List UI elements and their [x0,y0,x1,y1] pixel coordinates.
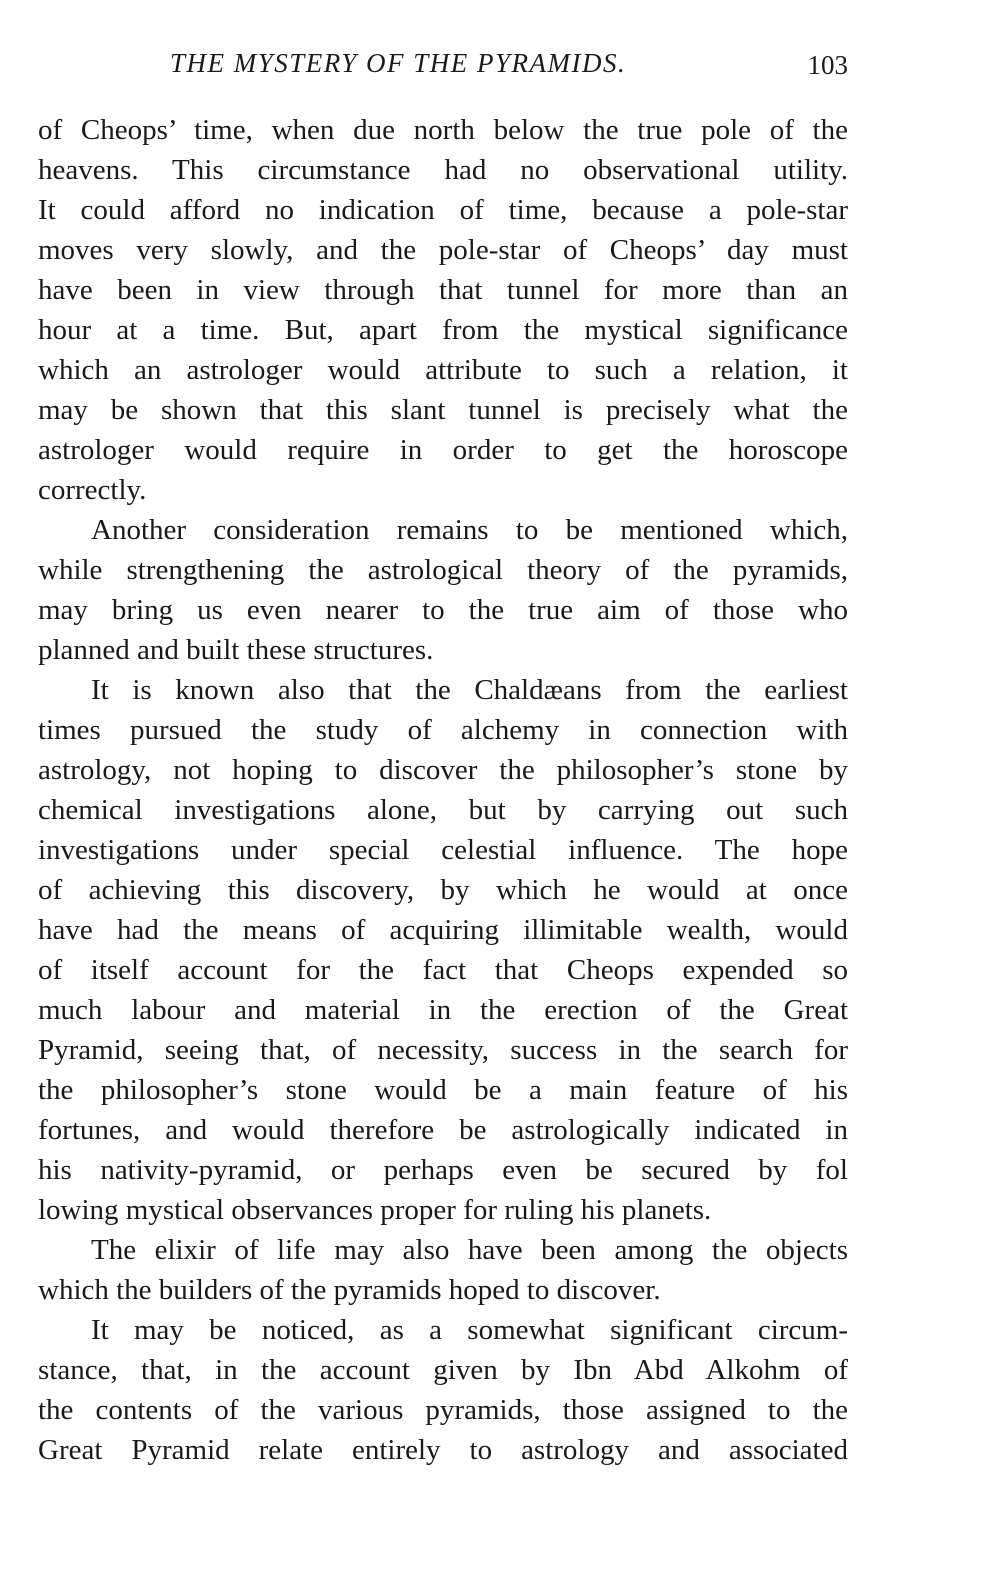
text-line: fortunes, and would therefore be astrologically indicated in [38,1114,848,1146]
text-line: stance, that, in the account given by Ibn Abd Alkohm of [38,1354,848,1386]
body-text [38,110,848,1470]
text-line: the contents of the various pyramids, those assigned to the [38,1394,848,1426]
text-line: investigations under special celestial influence. The hope [38,834,848,866]
text-line: have been in view through that tunnel for more than an [38,274,848,306]
text-line: may bring us even nearer to the true aim of those who [38,594,848,626]
text-line: of itself account for the fact that Cheops expended so [38,954,848,986]
text-line: Pyramid, seeing that, of necessity, success in the search for [38,1034,848,1066]
text-line: chemical investigations alone, but by carrying out such [38,794,848,826]
paragraph-first-line: It is known also that the Chaldæans from the earliest [91,674,848,706]
text-line: moves very slowly, and the pole-star of Cheops’ day must [38,234,848,266]
running-head [38,48,848,88]
text-line: times pursued the study of alchemy in connection with [38,714,848,746]
text-line: which an astrologer would attribute to such a relation, it [38,354,848,386]
text-line: Great Pyramid relate entirely to astrology and associated [38,1434,848,1466]
text-line: have had the means of acquiring illimitable wealth, would [38,914,848,946]
text-line: planned and built these structures. [38,634,434,666]
text-line: of Cheops’ time, when due north below the true pole of the [38,114,848,146]
text-line: much labour and material in the erection of the Great [38,994,848,1026]
paragraph-first-line: Another consideration remains to be mentioned which, [91,514,848,546]
text-line: his nativity-pyramid, or perhaps even be secured by fol [38,1154,848,1186]
paragraph-first-line: It may be noticed, as a somewhat significant circum- [91,1314,848,1346]
text-line: astrology, not hoping to discover the philosopher’s stone by [38,754,848,786]
text-line: the philosopher’s stone would be a main feature of his [38,1074,848,1106]
page-number: 103 [807,50,848,80]
text-line: correctly. [38,474,147,506]
text-line: may be shown that this slant tunnel is precisely what the [38,394,848,426]
running-title: THE MYSTERY OF THE PYRAMIDS. [170,48,627,78]
text-line: lowing mystical observances proper for ruling his planets. [38,1194,712,1226]
text-line: hour at a time. But, apart from the mystical significance [38,314,848,346]
text-line: while strengthening the astrological theory of the pyramids, [38,554,848,586]
paragraph-first-line: The elixir of life may also have been among the objects [91,1234,848,1266]
text-line: It could afford no indication of time, because a pole-star [38,194,848,226]
text-line: astrologer would require in order to get the horoscope [38,434,848,466]
text-line: heavens. This circumstance had no observational utility. [38,154,848,186]
text-line: of achieving this discovery, by which he would at once [38,874,848,906]
text-line: which the builders of the pyramids hoped to discover. [38,1274,661,1306]
